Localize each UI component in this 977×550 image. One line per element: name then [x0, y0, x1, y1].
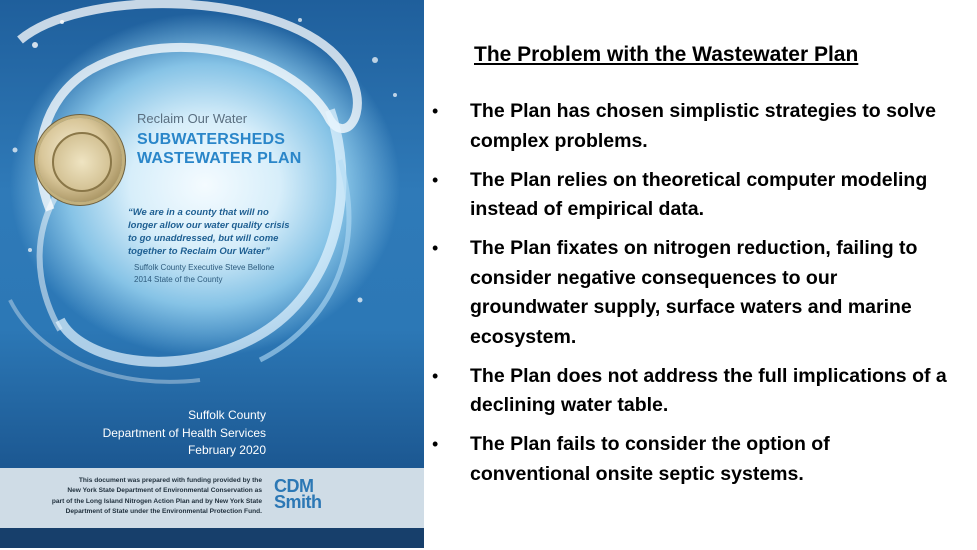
bullet-marker: •	[432, 238, 439, 258]
bullet-marker: •	[432, 365, 439, 386]
bullet-item	[432, 362, 952, 421]
bullet-marker: •	[432, 434, 439, 454]
bullet-item	[432, 234, 952, 352]
cover-department: Suffolk County Department of Health Services February 2020	[102, 408, 266, 457]
bullet-text: The Plan does not address the full implications of a declining water table.	[470, 364, 947, 416]
bullet-list	[432, 97, 952, 499]
slide-heading: The Problem with the Wastewater Plan	[474, 43, 859, 66]
cover-funding-note: This document was prepared with funding provided by the New York State Department of Environmental Conservation as part of the Long Island Nitrogen Action Plan and by New York State Department of State under the Environmental Protection Fund.	[51, 477, 262, 515]
county-seal-logo	[38, 118, 122, 202]
bullet-text: The Plan has chosen simplistic strategies to solve complex problems.	[470, 100, 936, 152]
bullet-item	[432, 430, 952, 489]
bullet-marker: •	[432, 101, 439, 121]
bullet-text: The Plan fixates on nitrogen reduction, failing to consider negative consequences to our groundwater supply, surface waters and marine ecosystem.	[470, 237, 918, 348]
cover-title: SUBWATERSHEDS WASTEWATER PLAN	[137, 131, 302, 167]
bullet-item	[432, 166, 952, 225]
cover-attribution: Suffolk County Executive Steve Bellone 2014 State of the County	[134, 263, 275, 284]
cdm-smith-logo: CDM Smith	[274, 476, 322, 512]
report-cover-image	[0, 0, 424, 548]
cover-subtitle: Reclaim Our Water	[137, 111, 248, 126]
bullet-item	[432, 97, 952, 156]
cover-bottom-strip	[0, 528, 424, 548]
bullet-text: The Plan fails to consider the option of conventional onsite septic systems.	[470, 433, 830, 485]
bullet-marker: •	[432, 169, 439, 190]
bullet-text: The Plan relies on theoretical computer modeling instead of empirical data.	[470, 168, 928, 220]
cover-quote: “We are in a county that will no longer allow our water quality crisis to go unaddressed, but will come together to Reclaim Our Water”	[128, 207, 290, 257]
